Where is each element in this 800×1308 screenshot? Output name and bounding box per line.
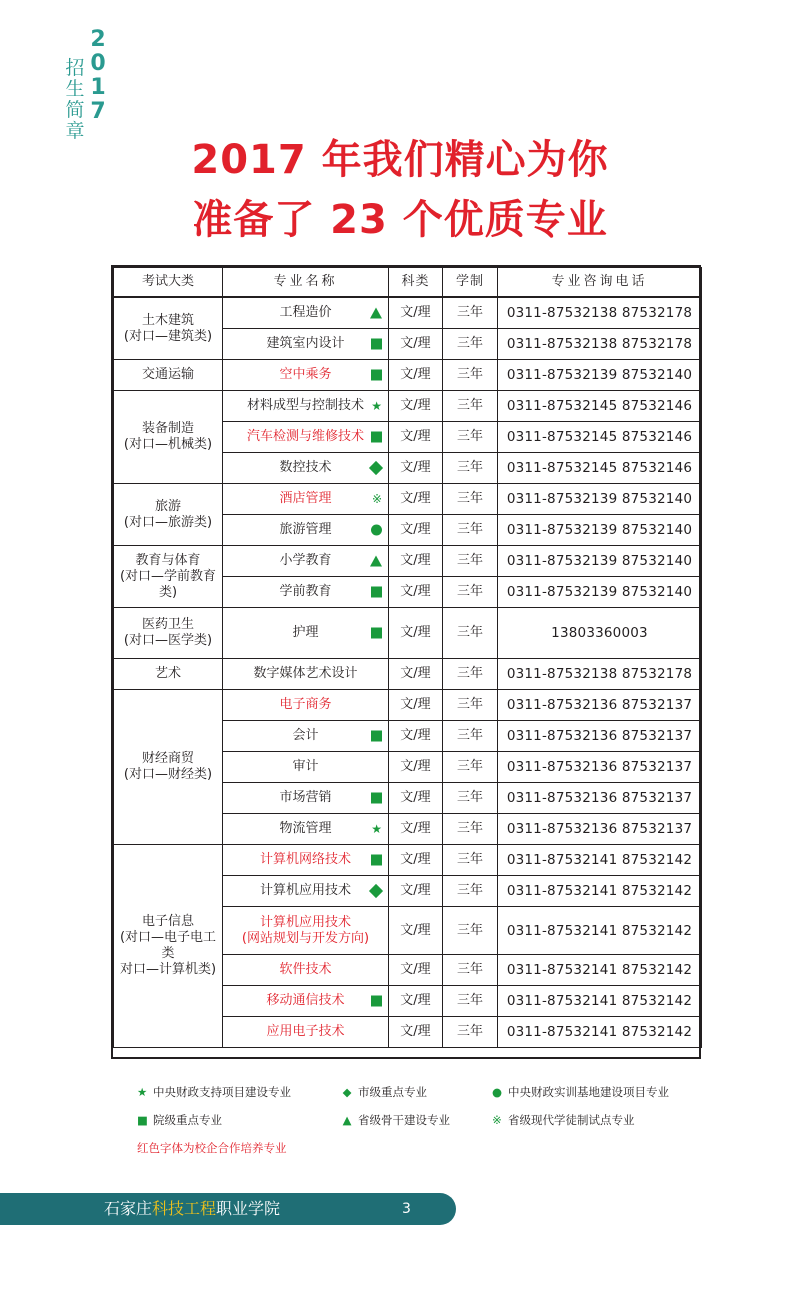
square-icon bbox=[371, 855, 382, 866]
major-name: 计算机网络技术 bbox=[259, 852, 351, 867]
subject-cell: 文/理 bbox=[389, 955, 443, 986]
table-row bbox=[114, 484, 702, 515]
major-cell bbox=[223, 329, 389, 360]
page-headline bbox=[0, 130, 800, 250]
subject-cell: 文/理 bbox=[389, 515, 443, 546]
category-cell: 财经商贸 (对口—财经类) bbox=[114, 690, 223, 845]
phone-cell: 0311-87532136 87532137 bbox=[498, 690, 702, 721]
major-name: 酒店管理 bbox=[279, 491, 332, 506]
subject-cell: 文/理 bbox=[389, 814, 443, 845]
brand-subtitle-char: 招 bbox=[65, 57, 85, 79]
phone-cell: 0311-87532138 87532178 bbox=[498, 659, 702, 690]
phone-cell: 0311-87532139 87532140 bbox=[498, 546, 702, 577]
table-row bbox=[114, 659, 702, 690]
square-icon bbox=[371, 587, 382, 598]
major-cell bbox=[223, 955, 389, 986]
legend-text: 中央财政实训基地建设项目专业 bbox=[508, 1085, 669, 1099]
duration-cell: 三年 bbox=[443, 329, 498, 360]
major-cell bbox=[223, 608, 389, 659]
headline-line-2: 准备了 23 个优质专业 bbox=[192, 197, 608, 243]
reference-mark-icon: ※ bbox=[371, 492, 382, 506]
major-cell bbox=[223, 814, 389, 845]
square-icon bbox=[371, 628, 382, 639]
square-icon bbox=[371, 339, 382, 350]
legend-note: 红色字体为校企合作培养专业 bbox=[137, 1141, 287, 1155]
table-row bbox=[114, 391, 702, 422]
headline-line-1: 2017 年我们精心为你 bbox=[191, 137, 609, 183]
legend-item bbox=[492, 1112, 635, 1128]
phone-cell: 0311-87532139 87532140 bbox=[498, 515, 702, 546]
brand-year bbox=[88, 28, 108, 124]
major-name: 计算机应用技术 (网站规划与开发方向) bbox=[241, 914, 370, 946]
major-name: 空中乘务 bbox=[279, 367, 332, 382]
legend-text: 中央财政支持项目建设专业 bbox=[153, 1085, 291, 1099]
header-major: 专业名称 bbox=[223, 268, 389, 298]
major-name: 建筑室内设计 bbox=[266, 336, 345, 351]
phone-cell: 0311-87532136 87532137 bbox=[498, 721, 702, 752]
subject-cell: 文/理 bbox=[389, 876, 443, 907]
subject-cell: 文/理 bbox=[389, 752, 443, 783]
major-cell bbox=[223, 577, 389, 608]
category-cell: 教育与体育 (对口—学前教育类) bbox=[114, 546, 223, 608]
diamond-icon bbox=[369, 884, 383, 898]
major-cell bbox=[223, 721, 389, 752]
major-name: 材料成型与控制技术 bbox=[246, 398, 364, 413]
diamond-icon: ◆ bbox=[342, 1085, 352, 1099]
subject-cell: 文/理 bbox=[389, 1017, 443, 1048]
legend-item bbox=[342, 1112, 450, 1128]
subject-cell: 文/理 bbox=[389, 659, 443, 690]
page-number: 3 bbox=[402, 1201, 411, 1217]
major-name: 移动通信技术 bbox=[266, 993, 345, 1008]
duration-cell: 三年 bbox=[443, 391, 498, 422]
phone-cell: 0311-87532141 87532142 bbox=[498, 955, 702, 986]
major-cell bbox=[223, 546, 389, 577]
duration-cell: 三年 bbox=[443, 814, 498, 845]
subject-cell: 文/理 bbox=[389, 484, 443, 515]
major-cell bbox=[223, 690, 389, 721]
subject-cell: 文/理 bbox=[389, 608, 443, 659]
triangle-icon: ▲ bbox=[342, 1113, 352, 1127]
majors-table-body bbox=[114, 297, 702, 1048]
category-cell: 旅游 (对口—旅游类) bbox=[114, 484, 223, 546]
legend-text: 市级重点专业 bbox=[358, 1085, 427, 1099]
major-cell bbox=[223, 876, 389, 907]
square-icon: ■ bbox=[137, 1113, 148, 1127]
square-icon bbox=[371, 370, 382, 381]
legend-item bbox=[137, 1112, 222, 1128]
phone-cell: 0311-87532141 87532142 bbox=[498, 1017, 702, 1048]
table-row bbox=[114, 546, 702, 577]
legend-item bbox=[492, 1084, 669, 1100]
circle-icon bbox=[371, 525, 382, 536]
square-icon bbox=[371, 996, 382, 1007]
category-cell: 医药卫生 (对口—医学类) bbox=[114, 608, 223, 659]
subject-cell: 文/理 bbox=[389, 986, 443, 1017]
subject-cell: 文/理 bbox=[389, 577, 443, 608]
phone-cell: 0311-87532136 87532137 bbox=[498, 783, 702, 814]
brand-subtitle-char: 生 bbox=[65, 78, 85, 100]
subject-cell: 文/理 bbox=[389, 907, 443, 955]
diamond-icon bbox=[369, 461, 383, 475]
brand-subtitle-char: 简 bbox=[65, 99, 85, 121]
major-name: 小学教育 bbox=[279, 553, 332, 568]
star-icon: ★ bbox=[371, 399, 382, 413]
brand-year-digit: 1 bbox=[90, 75, 106, 100]
phone-cell: 0311-87532141 87532142 bbox=[498, 907, 702, 955]
school-name-suffix: 职业学院 bbox=[216, 1199, 281, 1218]
major-name: 市场营销 bbox=[279, 790, 332, 805]
phone-cell: 0311-87532141 87532142 bbox=[498, 845, 702, 876]
phone-cell: 0311-87532139 87532140 bbox=[498, 577, 702, 608]
duration-cell: 三年 bbox=[443, 659, 498, 690]
school-name bbox=[104, 1193, 280, 1225]
phone-cell: 0311-87532145 87532146 bbox=[498, 391, 702, 422]
duration-cell: 三年 bbox=[443, 690, 498, 721]
square-icon bbox=[371, 793, 382, 804]
phone-cell: 0311-87532141 87532142 bbox=[498, 986, 702, 1017]
legend-text: 省级骨干建设专业 bbox=[358, 1113, 450, 1127]
brand-year-digit: 2 bbox=[90, 27, 106, 52]
phone-cell: 13803360003 bbox=[498, 608, 702, 659]
subject-cell: 文/理 bbox=[389, 297, 443, 329]
legend-item bbox=[342, 1084, 427, 1100]
subject-cell: 文/理 bbox=[389, 546, 443, 577]
table-row bbox=[114, 297, 702, 329]
header-category: 考试大类 bbox=[114, 268, 223, 298]
star-icon: ★ bbox=[371, 822, 382, 836]
major-name: 汽车检测与维修技术 bbox=[246, 429, 364, 444]
major-name: 软件技术 bbox=[279, 962, 332, 977]
subject-cell: 文/理 bbox=[389, 391, 443, 422]
school-name-prefix: 石家庄 bbox=[104, 1199, 153, 1218]
major-cell bbox=[223, 1017, 389, 1048]
category-cell: 交通运输 bbox=[114, 360, 223, 391]
star-icon: ★ bbox=[137, 1085, 148, 1099]
duration-cell: 三年 bbox=[443, 360, 498, 391]
duration-cell: 三年 bbox=[443, 297, 498, 329]
subject-cell: 文/理 bbox=[389, 845, 443, 876]
table-row bbox=[114, 845, 702, 876]
footer-bar bbox=[0, 1193, 456, 1225]
phone-cell: 0311-87532139 87532140 bbox=[498, 484, 702, 515]
table-header-row bbox=[114, 268, 702, 298]
duration-cell: 三年 bbox=[443, 422, 498, 453]
reference-mark-icon: ※ bbox=[492, 1113, 502, 1127]
major-name: 应用电子技术 bbox=[266, 1024, 345, 1039]
major-name: 数控技术 bbox=[279, 460, 332, 475]
subject-cell: 文/理 bbox=[389, 783, 443, 814]
subject-cell: 文/理 bbox=[389, 690, 443, 721]
duration-cell: 三年 bbox=[443, 1017, 498, 1048]
legend-item bbox=[137, 1084, 291, 1100]
major-cell bbox=[223, 845, 389, 876]
duration-cell: 三年 bbox=[443, 577, 498, 608]
major-name: 旅游管理 bbox=[279, 522, 332, 537]
subject-cell: 文/理 bbox=[389, 453, 443, 484]
major-name: 工程造价 bbox=[279, 305, 332, 320]
phone-cell: 0311-87532141 87532142 bbox=[498, 876, 702, 907]
header-duration: 学制 bbox=[443, 268, 498, 298]
phone-cell: 0311-87532138 87532178 bbox=[498, 329, 702, 360]
table-row bbox=[114, 608, 702, 659]
duration-cell: 三年 bbox=[443, 721, 498, 752]
table-row bbox=[114, 360, 702, 391]
phone-cell: 0311-87532145 87532146 bbox=[498, 453, 702, 484]
header-subject: 科类 bbox=[389, 268, 443, 298]
major-cell bbox=[223, 391, 389, 422]
major-name: 学前教育 bbox=[279, 584, 332, 599]
school-name-highlight: 科技工程 bbox=[152, 1199, 217, 1218]
duration-cell: 三年 bbox=[443, 986, 498, 1017]
major-name: 护理 bbox=[292, 625, 319, 640]
phone-cell: 0311-87532136 87532137 bbox=[498, 814, 702, 845]
major-name: 审计 bbox=[292, 759, 319, 774]
majors-table bbox=[113, 267, 702, 1048]
circle-icon: ● bbox=[492, 1085, 503, 1099]
category-cell: 电子信息 (对口—电子电工类 对口—计算机类) bbox=[114, 845, 223, 1048]
phone-cell: 0311-87532138 87532178 bbox=[498, 297, 702, 329]
major-cell bbox=[223, 422, 389, 453]
legend-text: 院级重点专业 bbox=[153, 1113, 222, 1127]
brand-year-digit: 7 bbox=[90, 99, 106, 124]
header-phone: 专业咨询电话 bbox=[498, 268, 702, 298]
square-icon bbox=[371, 731, 382, 742]
subject-cell: 文/理 bbox=[389, 329, 443, 360]
major-cell bbox=[223, 360, 389, 391]
duration-cell: 三年 bbox=[443, 955, 498, 986]
major-cell bbox=[223, 297, 389, 329]
duration-cell: 三年 bbox=[443, 453, 498, 484]
duration-cell: 三年 bbox=[443, 783, 498, 814]
duration-cell: 三年 bbox=[443, 546, 498, 577]
major-name: 物流管理 bbox=[279, 821, 332, 836]
major-name: 计算机应用技术 bbox=[259, 883, 351, 898]
subject-cell: 文/理 bbox=[389, 360, 443, 391]
duration-cell: 三年 bbox=[443, 484, 498, 515]
major-cell bbox=[223, 484, 389, 515]
triangle-icon bbox=[370, 308, 382, 319]
brand-subtitle-char: 章 bbox=[65, 120, 85, 142]
duration-cell: 三年 bbox=[443, 608, 498, 659]
square-icon bbox=[371, 432, 382, 443]
subject-cell: 文/理 bbox=[389, 422, 443, 453]
category-cell: 土木建筑 (对口—建筑类) bbox=[114, 297, 223, 360]
duration-cell: 三年 bbox=[443, 752, 498, 783]
major-cell bbox=[223, 907, 389, 955]
phone-cell: 0311-87532145 87532146 bbox=[498, 422, 702, 453]
duration-cell: 三年 bbox=[443, 907, 498, 955]
major-cell bbox=[223, 783, 389, 814]
subject-cell: 文/理 bbox=[389, 721, 443, 752]
major-name: 会计 bbox=[292, 728, 319, 743]
duration-cell: 三年 bbox=[443, 876, 498, 907]
major-cell bbox=[223, 659, 389, 690]
major-cell bbox=[223, 515, 389, 546]
phone-cell: 0311-87532136 87532137 bbox=[498, 752, 702, 783]
triangle-icon bbox=[370, 556, 382, 567]
major-cell bbox=[223, 453, 389, 484]
major-name: 数字媒体艺术设计 bbox=[253, 666, 358, 681]
duration-cell: 三年 bbox=[443, 515, 498, 546]
brand-year-digit: 0 bbox=[90, 51, 106, 76]
major-cell bbox=[223, 986, 389, 1017]
duration-cell: 三年 bbox=[443, 845, 498, 876]
major-name: 电子商务 bbox=[279, 697, 332, 712]
legend-text: 省级现代学徒制试点专业 bbox=[508, 1113, 635, 1127]
phone-cell: 0311-87532139 87532140 bbox=[498, 360, 702, 391]
category-cell: 装备制造 (对口—机械类) bbox=[114, 391, 223, 484]
category-cell: 艺术 bbox=[114, 659, 223, 690]
table-row bbox=[114, 690, 702, 721]
major-cell bbox=[223, 752, 389, 783]
